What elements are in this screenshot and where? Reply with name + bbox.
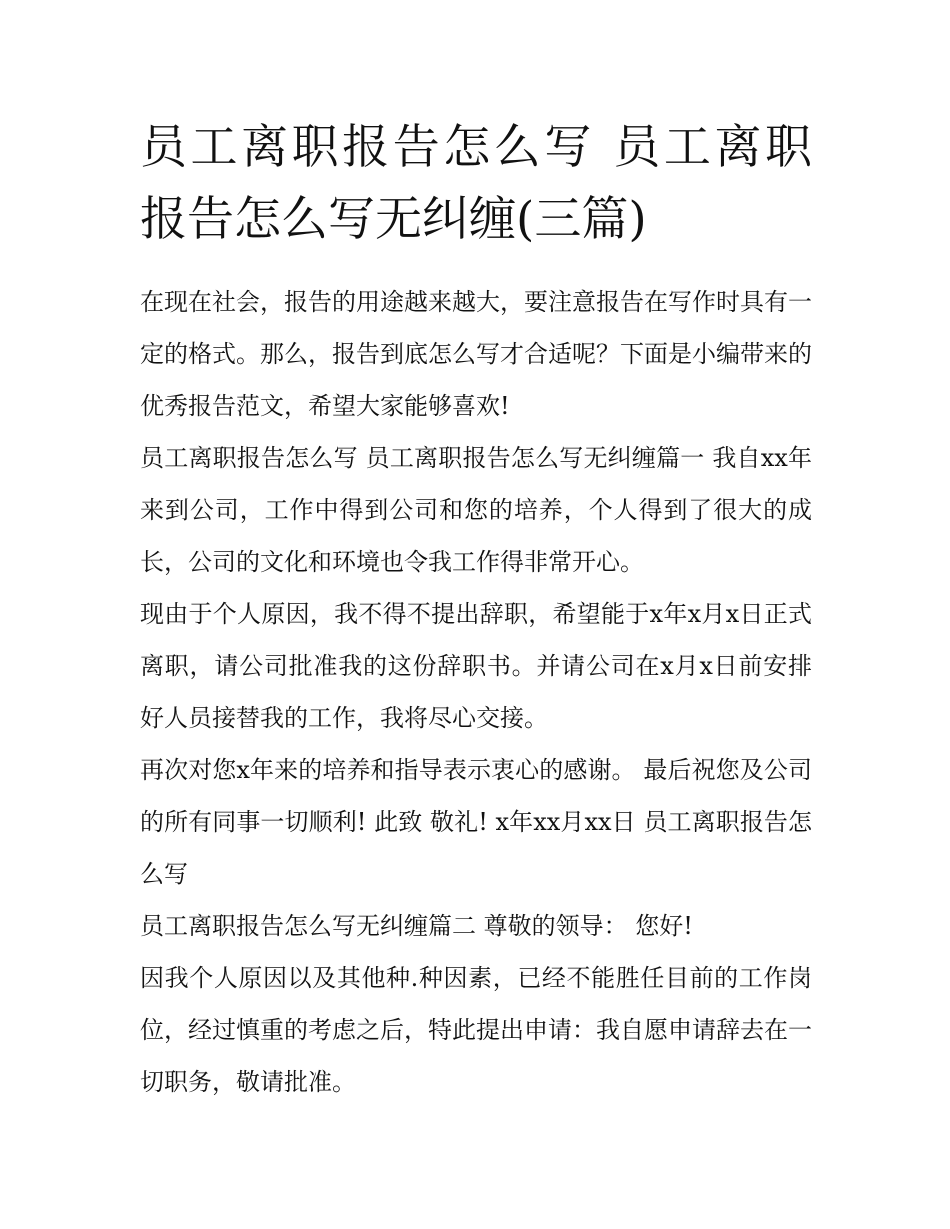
paragraph-intro: 在现在社会，报告的用途越来越大，要注意报告在写作时具有一定的格式。那么，报告到底怎么写才合适呢？下面是小编带来的优秀报告范文，希望大家能够喜欢! [140, 288, 812, 420]
document-body [140, 112, 812, 1108]
paragraph-part-two-request: 因我个人原因以及其他种.种因素，已经不能胜任目前的工作岗位，经过慎重的考虑之后，特此提出申请：我自愿申请辞去在一切职务，敬请批准。 [140, 964, 812, 1096]
paragraph-thanks-closing: 再次对您x年来的培养和指导表示衷心的感谢。 最后祝您及公司的所有同事一切顺利! 此致 敬礼! x年xx月xx日 员工离职报告怎么写 [140, 756, 812, 888]
document-title: 员工离职报告怎么写 员工离职报告怎么写无纠缠(三篇) [140, 120, 812, 247]
paragraph-part-one-start: 员工离职报告怎么写 员工离职报告怎么写无纠缠篇一 我自xx年来到公司，工作中得到公司和您的培养，个人得到了很大的成长，公司的文化和环境也令我工作得非常开心。 [140, 444, 812, 576]
paragraph-resignation-request: 现由于个人原因，我不得不提出辞职，希望能于x年x月x日正式离职，请公司批准我的这份辞职书。并请公司在x月x日前安排好人员接替我的工作，我将尽心交接。 [140, 600, 812, 732]
paragraph-part-two-greeting: 员工离职报告怎么写无纠缠篇二 尊敬的领导： 您好! [140, 912, 693, 940]
